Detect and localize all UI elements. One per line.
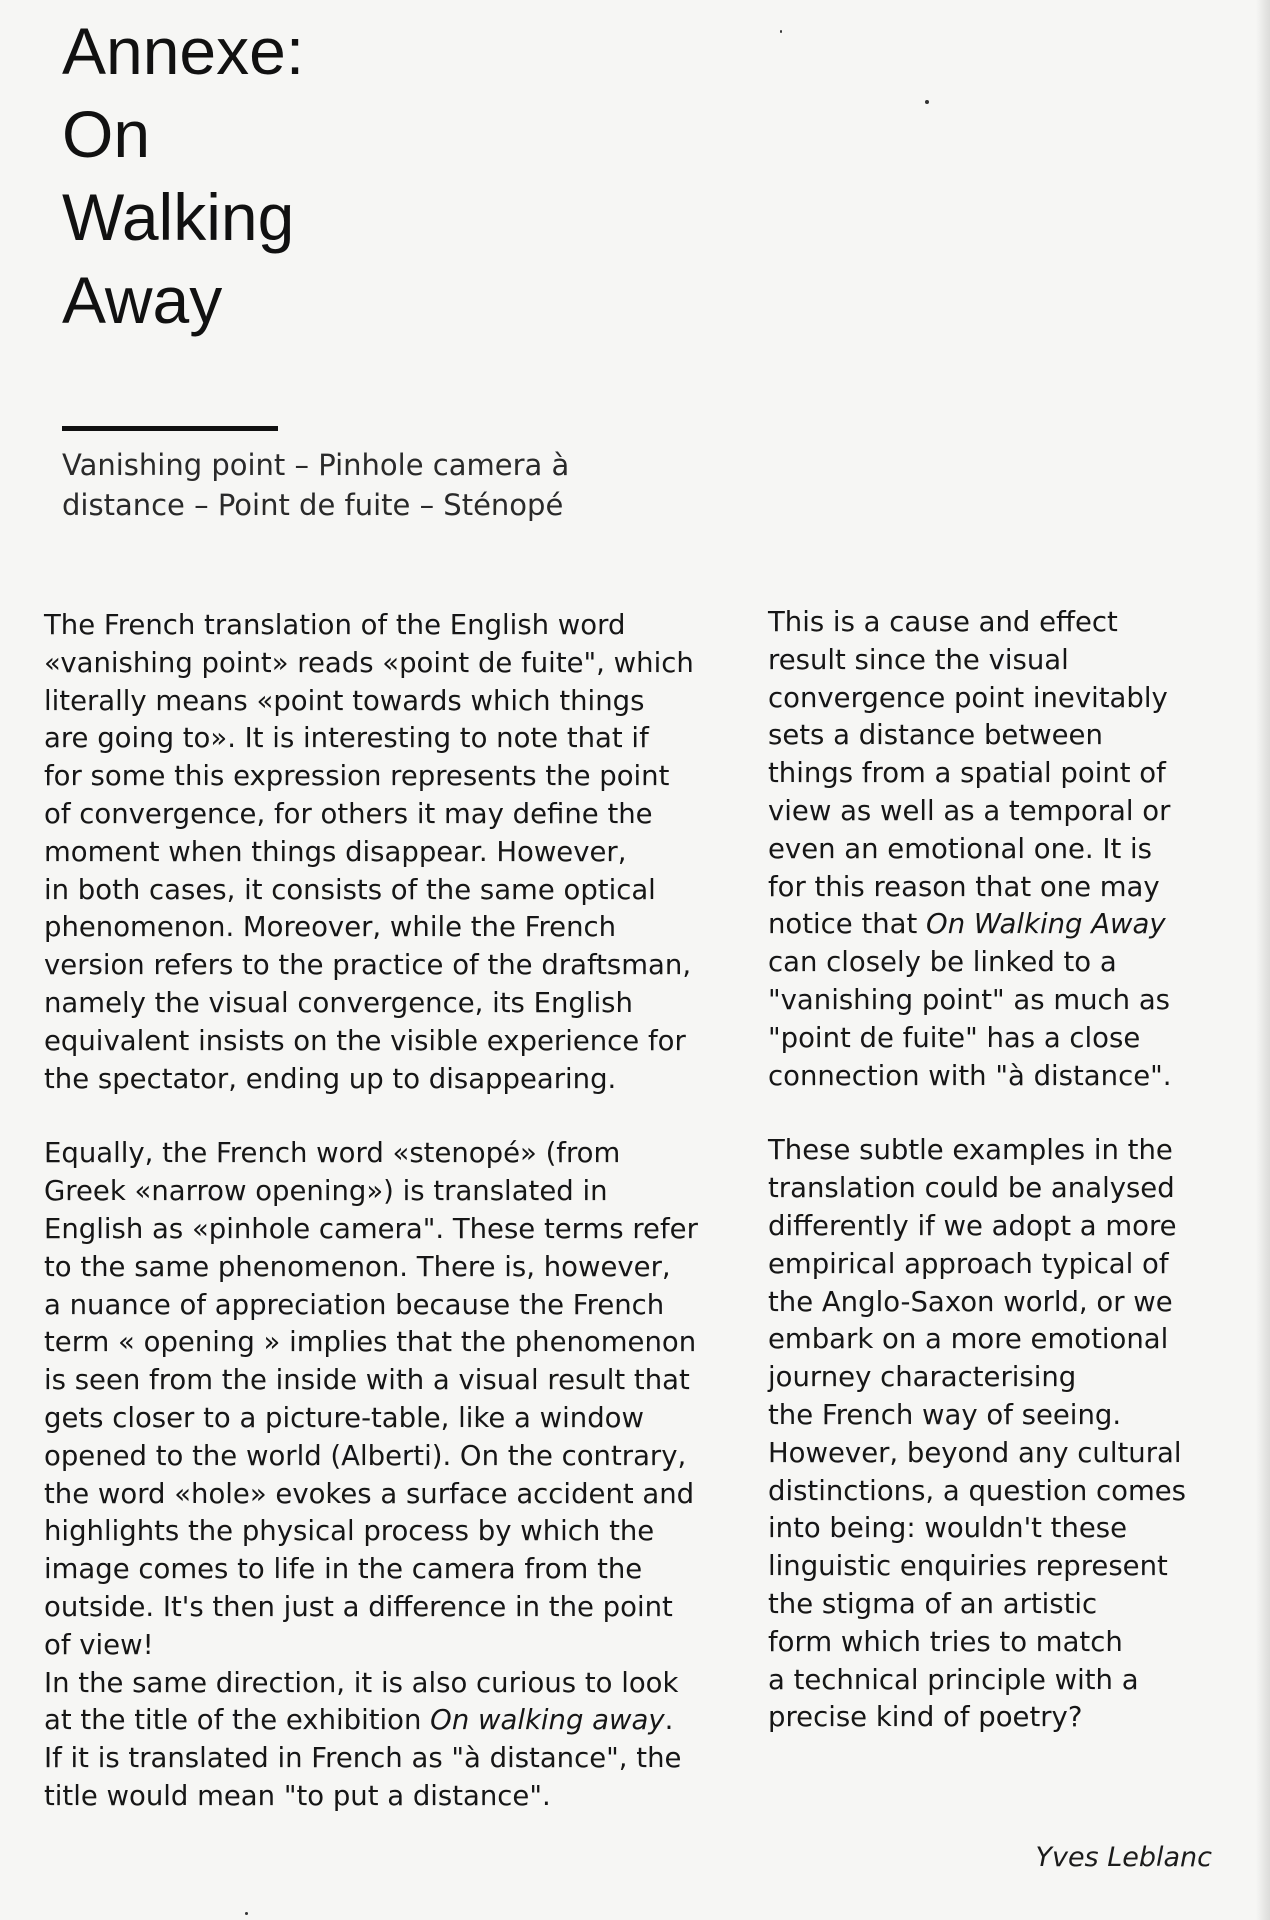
text-line: In the same direction, it is also curious to look <box>44 1666 679 1699</box>
paragraph-exhibition-title <box>44 1665 734 1816</box>
left-column <box>44 607 734 1816</box>
text-line: empirical approach typical of <box>768 1247 1169 1280</box>
text-line: However, beyond any cultural <box>768 1436 1182 1469</box>
text-line: for this reason that one may <box>768 870 1160 903</box>
text-line: translation could be analysed <box>768 1172 1175 1205</box>
text-line: the stigma of an artistic <box>768 1587 1098 1620</box>
text-line: into being: wouldn't these <box>768 1512 1128 1545</box>
text-line: result since the visual <box>768 643 1069 676</box>
text-line: sets a distance between <box>768 719 1103 752</box>
text-line: opened to the world (Alberti). On the contrary, <box>44 1439 687 1472</box>
text-line: outside. It's then just a difference in the point <box>44 1590 673 1623</box>
text-line: convergence point inevitably <box>768 681 1168 714</box>
text-line: «vanishing point» reads «point de fuite", which <box>44 646 694 679</box>
text-line: connection with "à distance". <box>768 1059 1172 1092</box>
subtitle-line-2: distance – Point de fuite – Sténopé <box>62 488 564 522</box>
text-line: image comes to life in the camera from the <box>44 1553 643 1586</box>
text-line: If it is translated in French as "à distance", the <box>44 1742 682 1775</box>
text-line: differently if we adopt a more <box>768 1209 1177 1242</box>
text-line: in both cases, it consists of the same optical <box>44 873 656 906</box>
text-line: equivalent insists on the visible experience for <box>44 1024 686 1057</box>
text-line <box>44 1702 734 1740</box>
text-line: things from a spatial point of <box>768 757 1166 790</box>
text-line: a technical principle with a <box>768 1663 1139 1696</box>
text-line: a nuance of appreciation because the French <box>44 1288 665 1321</box>
paragraph-cultural-distinctions <box>768 1132 1228 1737</box>
text-line: phenomenon. Moreover, while the French <box>44 911 617 944</box>
text-line: journey characterising <box>768 1361 1077 1394</box>
scan-speck <box>245 1912 248 1915</box>
text-line: precise kind of poetry? <box>768 1701 1083 1734</box>
text-line: the word «hole» evokes a surface accident and <box>44 1477 695 1510</box>
exhibition-title-italic: On Walking Away <box>926 908 1166 941</box>
text-line: literally means «point towards which things <box>44 684 645 717</box>
text-line: the French way of seeing. <box>768 1398 1122 1431</box>
text-line: are going to». It is interesting to note that if <box>44 722 649 755</box>
title-line-2: On <box>62 97 151 171</box>
title-line-1: Annexe: <box>62 14 305 88</box>
text-line: is seen from the inside with a visual result that <box>44 1364 690 1397</box>
text-line: can closely be linked to a <box>768 946 1117 979</box>
title-divider <box>62 426 278 431</box>
page-title <box>62 10 562 342</box>
text-line: view as well as a temporal or <box>768 794 1171 827</box>
title-line-3: Walking <box>62 180 295 254</box>
exhibition-title-italic: On walking away <box>430 1704 665 1737</box>
text-line: namely the visual convergence, its English <box>44 986 633 1019</box>
text-fragment: . <box>664 1704 674 1737</box>
paragraph-stenope <box>44 1135 734 1664</box>
text-line: linguistic enquiries represent <box>768 1550 1168 1583</box>
text-line: These subtle examples in the <box>768 1134 1173 1167</box>
text-line: This is a cause and effect <box>768 606 1118 638</box>
text-fragment: notice that <box>768 908 927 941</box>
subtitle-line-1: Vanishing point – Pinhole camera à <box>62 448 570 482</box>
text-line: version refers to the practice of the draftsman, <box>44 949 692 982</box>
paragraph-cause-effect <box>768 604 1228 1095</box>
text-fragment: at the title of the exhibition <box>44 1704 431 1737</box>
text-line: moment when things disappear. However, <box>44 835 627 868</box>
text-line: "vanishing point" as much as <box>768 983 1170 1016</box>
scan-speck <box>780 30 782 33</box>
text-line: "point de fuite" has a close <box>768 1021 1141 1054</box>
text-line: title would mean "to put a distance". <box>44 1779 551 1812</box>
text-line: distinctions, a question comes <box>768 1474 1187 1507</box>
text-line: for some this expression represents the point <box>44 760 670 793</box>
page-edge <box>1256 0 1270 1920</box>
author-signature: Yves Leblanc <box>1035 1842 1212 1873</box>
paragraph-vanishing-point <box>44 607 734 1098</box>
text-line: Greek «narrow opening») is translated in <box>44 1175 608 1208</box>
text-line <box>768 906 1228 944</box>
text-line: The French translation of the English word <box>44 609 626 641</box>
text-line: highlights the physical process by which the <box>44 1515 655 1548</box>
text-line: of view! <box>44 1628 154 1661</box>
text-line: the spectator, ending up to disappearing. <box>44 1062 617 1095</box>
text-line: form which tries to match <box>768 1625 1123 1658</box>
scan-speck <box>925 100 929 104</box>
text-line: even an emotional one. It is <box>768 832 1153 865</box>
text-line: embark on a more emotional <box>768 1323 1169 1356</box>
text-line: to the same phenomenon. There is, however, <box>44 1250 671 1283</box>
keywords-subtitle <box>62 445 662 525</box>
text-line: of convergence, for others it may define the <box>44 797 653 830</box>
text-line: gets closer to a picture-table, like a window <box>44 1401 644 1434</box>
text-line: the Anglo-Saxon world, or we <box>768 1285 1173 1318</box>
right-column <box>768 604 1228 1737</box>
text-line: term « opening » implies that the phenomenon <box>44 1326 697 1359</box>
text-line: English as «pinhole camera". These terms refer <box>44 1212 698 1245</box>
title-line-4: Away <box>62 263 223 337</box>
text-line: Equally, the French word «stenopé» (from <box>44 1137 621 1170</box>
